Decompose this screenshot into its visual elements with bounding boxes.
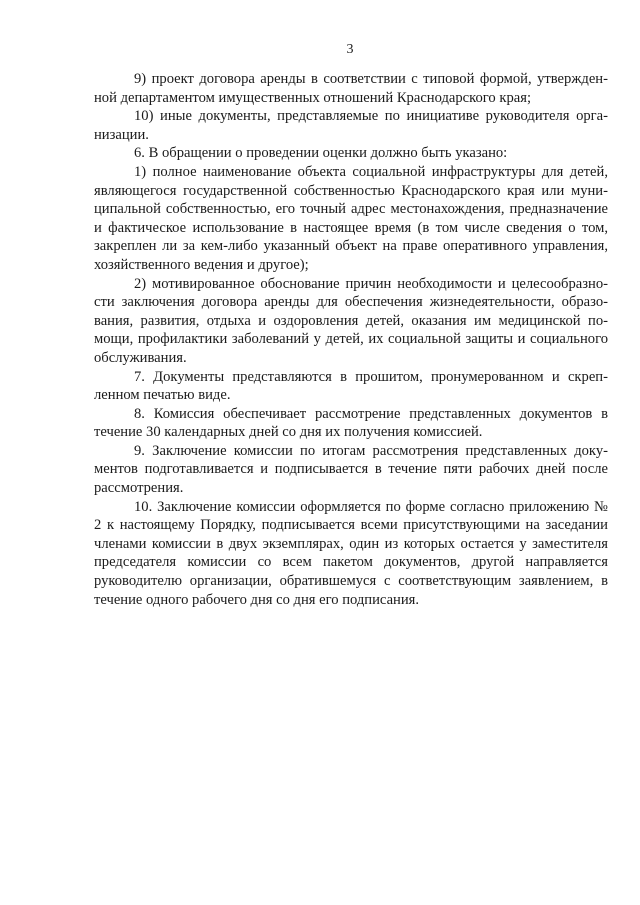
paragraph-section-10-conclusion-form: 10. Заключение комиссии оформляется по форме согласно приложению № 2 к настоящему Порядку, подписывается всеми присутствующими на заседании членами комиссии в двух экземплярах, один из которых остается у заместителя председателя комиссии со всем пакетом документов, другой направляется руководителю организации, обратившемуся с соответствующим заявлением, в течение одного рабочего дня со дня его подписания.	[94, 498, 608, 608]
paragraph-section-7-documents-format: 7. Документы представляются в прошитом, пронумерованном и скрепленном печатью виде.	[94, 368, 608, 404]
page-number: 3	[346, 42, 354, 57]
paragraph-item-2-justification: 2) мотивированное обоснование причин необходимости и целесообразности заключения договора аренды для обеспечения жизнедеятельности, образования, развития, отдыха и оздоровления детей, оказания им медицинской помощи, профилактики заболеваний у детей, их социальной защиты и социального обслуживания.	[94, 275, 608, 366]
paragraph-item-10-other-documents: 10) иные документы, представляемые по инициативе руководителя организации.	[94, 108, 608, 143]
paragraph-section-6-heading: 6. В обращении о проведении оценки должно быть указано:	[134, 145, 508, 162]
document-body	[94, 70, 608, 609]
paragraph-item-1-object-name: 1) полное наименование объекта социальной инфраструктуры для детей, являющегося государственной собственностью Краснодарского края или муниципальной собственностью, его точный адрес местонахождения, предназначение и фактическое использование в настоящее время (в том числе сведения о том, закреплен ли за кем-либо указанный объект на праве оперативного управления, хозяйственного ведения и другое);	[94, 163, 608, 273]
paragraph-item-9-lease-draft: 9) проект договора аренды в соответствии с типовой формой, утвержденной департаментом имущественных отношений Краснодарского края;	[94, 71, 608, 106]
paragraph-section-8-review-period: 8. Комиссия обеспечивает рассмотрение представленных документов в течение 30 календарных дней со дня их получения комиссией.	[94, 405, 608, 441]
paragraph-section-9-conclusion-prep: 9. Заключение комиссии по итогам рассмотрения представленных документов подготавливается и подписывается в течение пяти рабочих дней после рассмотрения.	[94, 442, 608, 497]
